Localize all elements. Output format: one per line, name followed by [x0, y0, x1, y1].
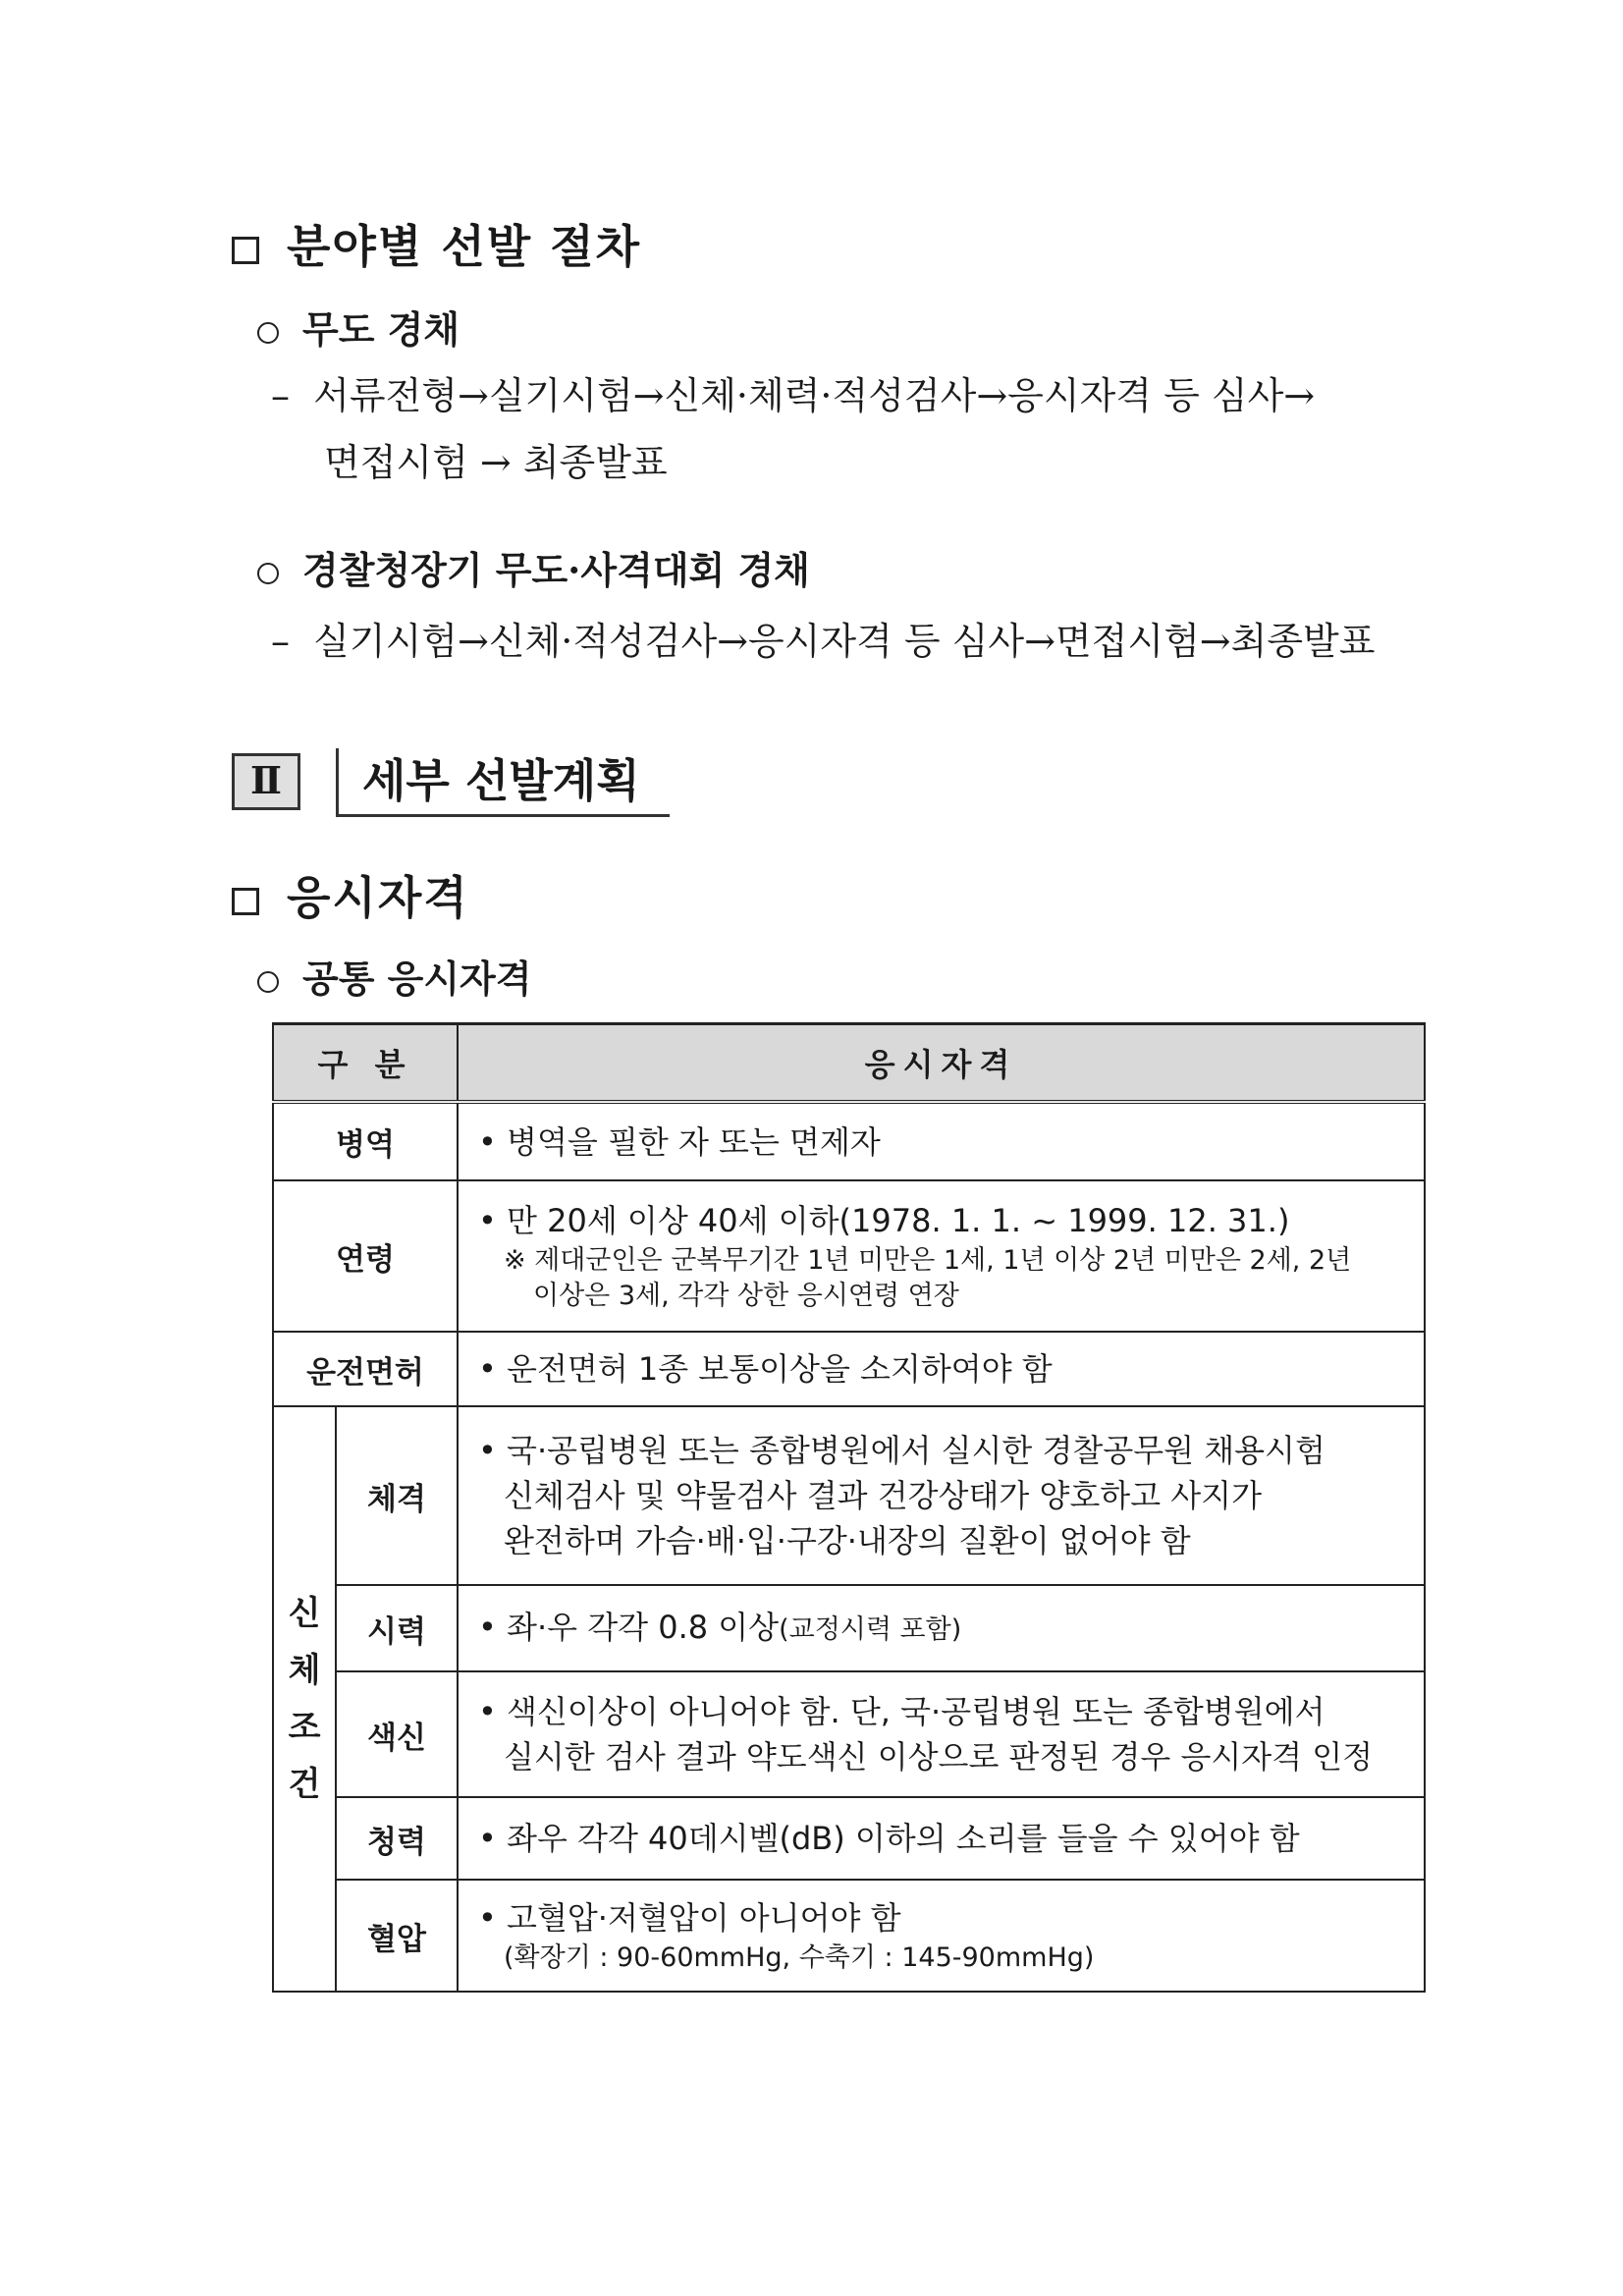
row-content-hearing — [458, 1797, 1425, 1880]
row-content-physique — [458, 1406, 1425, 1585]
row-label-age: 연령 — [273, 1180, 458, 1332]
section-title: 응시자격 — [287, 871, 469, 924]
header-qualification: 응시자격 — [458, 1024, 1425, 1103]
row-content-age — [458, 1180, 1425, 1332]
content-line: • 좌·우 각각 0.8 이상 — [478, 1608, 780, 1646]
note-line: ※ 제대군인은 군복무기간 1년 미만은 1세, 1년 이상 2년 미만은 2세, 2년 — [504, 1245, 1352, 1276]
content-line: • 색신이상이 아니어야 함. 단, 국·공립병원 또는 종합병원에서 — [478, 1693, 1325, 1730]
note-line: 이상은 3세, 각각 상한 응시연령 연장 — [533, 1281, 959, 1311]
procedure-line — [271, 611, 1375, 665]
row-label-physique: 체격 — [336, 1406, 458, 1585]
row-group-label-body — [273, 1406, 336, 1992]
content-line: • 만 20세 이상 40세 이하(1978. 1. 1. ~ 1999. 12. 31.) — [478, 1202, 1290, 1239]
table-row — [273, 1797, 1425, 1880]
table-row — [273, 1671, 1425, 1797]
subsection-label: 공통 응시자격 — [302, 957, 532, 1001]
section-title: 세부 선발계획 — [336, 748, 670, 817]
subsection-heading — [257, 949, 531, 1003]
subsection-heading — [257, 300, 460, 354]
content-note: (교정시력 포함) — [779, 1613, 962, 1645]
table-row — [273, 1406, 1425, 1585]
subsection-label: 무도 경채 — [302, 307, 460, 352]
circle-bullet-icon — [257, 563, 279, 584]
row-label-color: 색신 — [336, 1671, 458, 1797]
row-content-color — [458, 1671, 1425, 1797]
vertical-char: 체 — [288, 1651, 321, 1690]
header-category: 구 분 — [273, 1024, 458, 1103]
row-content-license — [458, 1332, 1425, 1406]
content-line: • 병역을 필한 자 또는 면제자 — [478, 1122, 881, 1161]
vertical-char: 신 — [288, 1594, 321, 1633]
subsection-label: 경찰청장기 무도·사격대회 경채 — [302, 548, 810, 592]
procedure-text: 면접시험 → 최종발표 — [324, 441, 668, 484]
row-label-hearing: 청력 — [336, 1797, 458, 1880]
procedure-line — [324, 432, 668, 486]
dash-bullet: – — [271, 374, 314, 417]
row-label-military: 병역 — [273, 1102, 458, 1180]
section-heading — [232, 211, 641, 276]
content-line: • 좌우 각각 40데시벨(dB) 이하의 소리를 들을 수 있어야 함 — [478, 1820, 1300, 1857]
vertical-char: 건 — [288, 1765, 321, 1804]
row-label-vision: 시력 — [336, 1585, 458, 1671]
section-heading — [232, 862, 469, 927]
table-row — [273, 1585, 1425, 1671]
row-content-military — [458, 1102, 1425, 1180]
table-row — [273, 1102, 1425, 1180]
procedure-text: 서류전형→실기시험→신체·체력·적성검사→응시자격 등 심사→ — [313, 374, 1316, 417]
content-line: • 운전면허 1종 보통이상을 소지하여야 함 — [478, 1350, 1053, 1388]
square-bullet-icon — [232, 237, 259, 264]
section-number-box: Ⅱ — [232, 753, 300, 810]
vertical-char: 조 — [288, 1708, 321, 1747]
table-row — [273, 1332, 1425, 1406]
row-content-vision — [458, 1585, 1425, 1671]
requirements-table — [272, 1022, 1426, 1993]
table-row — [273, 1180, 1425, 1332]
row-content-blood — [458, 1880, 1425, 1992]
row-label-blood: 혈압 — [336, 1880, 458, 1992]
section-title: 분야별 선발 절차 — [287, 220, 642, 273]
content-line: • 국·공립병원 또는 종합병원에서 실시한 경찰공무원 채용시험 — [478, 1432, 1325, 1469]
circle-bullet-icon — [257, 971, 279, 993]
content-line: 실시한 검사 결과 약도색신 이상으로 판정된 경우 응시자격 인정 — [504, 1738, 1374, 1776]
procedure-line — [271, 365, 1315, 419]
row-label-license: 운전면허 — [273, 1332, 458, 1406]
dash-bullet: – — [271, 620, 314, 663]
note-line: (확장기 : 90-60mmHg, 수축기 : 145-90mmHg) — [504, 1942, 1095, 1973]
subsection-heading — [257, 540, 810, 594]
square-bullet-icon — [232, 888, 259, 915]
table-header-row — [273, 1024, 1425, 1103]
procedure-text: 실기시험→신체·적성검사→응시자격 등 심사→면접시험→최종발표 — [313, 620, 1376, 663]
circle-bullet-icon — [257, 322, 279, 344]
content-line: 완전하며 가슴·배·입·구강·내장의 질환이 없어야 함 — [504, 1522, 1191, 1559]
table-row — [273, 1880, 1425, 1992]
content-line: • 고혈압·저혈압이 아니어야 함 — [478, 1899, 901, 1937]
content-line: 신체검사 및 약물검사 결과 건강상태가 양호하고 사지가 — [504, 1477, 1263, 1514]
